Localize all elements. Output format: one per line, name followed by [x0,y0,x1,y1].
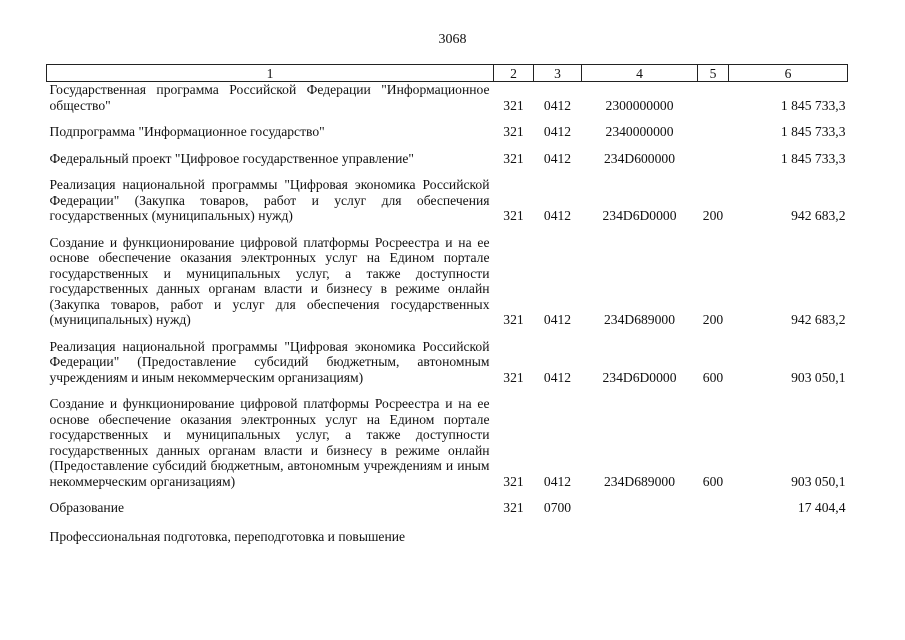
row-target-code: 234D689000 [604,312,675,327]
column-header-6: 6 [729,65,848,82]
row-name: Образование [49,500,125,515]
row-ministry-code: 321 [503,208,524,223]
table-row [47,82,848,125]
row-target-code: 234D600000 [604,150,675,166]
row-expense-type [698,151,729,178]
row-ministry-code: 321 [503,500,524,515]
table-row [47,124,848,151]
row-expense-type: 200 [702,208,724,223]
row-amount: 1 845 733,3 [780,124,846,139]
column-header-4: 4 [582,65,698,82]
row-section-code: 0412 [543,312,572,327]
row-ministry-code: 321 [503,369,524,385]
row-expense-type [698,124,729,151]
row-amount: 17 404,4 [797,500,846,515]
row-target-code: 234D6D0000 [602,369,677,385]
row-ministry-code [494,527,534,545]
row-amount: 1 845 733,3 [780,150,846,166]
row-name: Реализация национальной программы "Цифровая экономика Российской Федерации" (Предоставление субсидий бюджетным, автономным учреждениям и иным некоммерческим организациям) [49,338,490,385]
row-name: Подпрограмма "Информационное государство" [49,124,325,139]
row-section-code: 0412 [543,97,572,113]
row-target-code: 234D689000 [604,473,675,489]
row-name: Государственная программа Российской Федерации "Информационное общество" [49,82,490,113]
page-number: 3068 [438,32,467,47]
row-amount: 942 683,2 [791,312,846,327]
row-ministry-code: 321 [503,97,524,113]
row-target-code: 2300000000 [605,97,674,113]
column-header-5: 5 [698,65,729,82]
row-amount: 903 050,1 [791,369,846,385]
row-name: Профессиональная подготовка, переподготовка и повышение [49,528,406,544]
table-row [47,500,848,527]
row-section-code: 0412 [543,150,572,166]
table-row [47,527,848,545]
row-amount: 903 050,1 [791,473,846,489]
table-row [47,177,848,235]
row-target-code [582,527,698,545]
row-amount: 942 683,2 [791,208,846,223]
row-section-code: 0412 [543,473,572,489]
row-target-code: 234D6D0000 [602,208,677,223]
row-section-code: 0412 [543,124,572,139]
row-amount: 1 845 733,3 [780,97,846,113]
budget-table [46,64,848,544]
row-ministry-code: 321 [503,150,524,166]
table-row [47,151,848,178]
row-section-code: 0700 [543,500,572,515]
row-target-code [582,500,698,527]
row-section-code: 0412 [543,369,572,385]
row-ministry-code: 321 [503,124,524,139]
row-name: Федеральный проект "Цифровое государственное управление" [49,150,414,166]
row-ministry-code: 321 [503,312,524,327]
row-section-code: 0412 [543,208,572,223]
row-expense-type [698,500,729,527]
table-row [47,235,848,339]
row-section-code [534,527,582,545]
column-header-2: 2 [494,65,534,82]
column-header-1: 1 [47,65,494,82]
column-header-3: 3 [534,65,582,82]
row-name: Реализация национальной программы "Цифровая экономика Российской Федерации" (Закупка товаров, работ и услуг для обеспечения государственных (муниципальных) нужд) [49,177,490,223]
row-expense-type: 600 [702,369,724,385]
row-name: Создание и функционирование цифровой платформы Росреестра и на ее основе обеспечение оказания электронных услуг на Едином портале государственных и муниципальных услуг, а также доступности государственных данных органам власти и бизнесу в режиме онлайн (Закупка товаров, работ и услуг для обеспечения государственных (муниципальных) нужд) [49,234,490,327]
table-row [47,339,848,397]
table-row [47,396,848,500]
row-expense-type: 200 [702,312,724,327]
row-target-code: 2340000000 [605,124,674,139]
table-header-row [47,65,848,82]
row-expense-type: 600 [702,473,724,489]
row-amount [729,527,848,545]
row-name: Создание и функционирование цифровой платформы Росреестра и на ее основе обеспечение оказания электронных услуг на Едином портале государственных и муниципальных услуг, а также доступности государственных данных органам власти и бизнесу в режиме онлайн (Предоставление субсидий бюджетным, автономным учреждениям и иным некоммерческим организациям) [49,396,490,489]
row-expense-type [698,527,729,545]
row-expense-type [698,82,729,125]
row-ministry-code: 321 [503,473,524,489]
